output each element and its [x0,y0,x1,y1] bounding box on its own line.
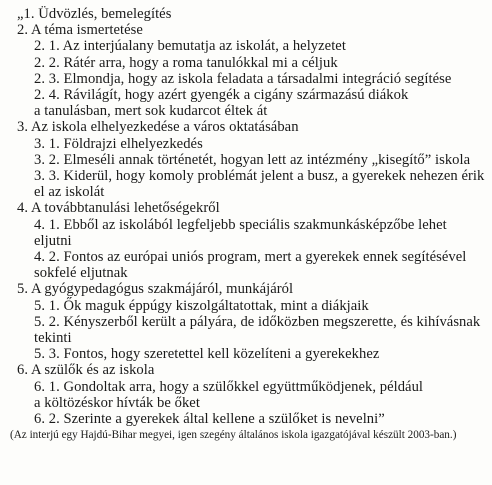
source-footnote: (Az interjú egy Hajdú-Bihar megyei, igen szegény általános iskola igazgatójával készült 2003-ban.) [10,429,457,442]
list-item: 2. 1. Az interjúalany bemutatja az iskolát, a helyzetet [34,38,346,55]
list-item: 5. 1. Ők maguk éppúgy kiszolgáltatottak, mint a diákjaik [34,297,369,314]
section-title: 2. A téma ismertetése [17,22,143,39]
list-item: 4. 1. Ebből az iskolából legfeljebb speciális szakmunkásképzőbe lehet [34,216,447,233]
list-item-continuation: el az iskolát [34,184,105,201]
list-item-continuation: a tanulásban, mert sok kudarcot éltek át [34,103,268,120]
section-title: 6. A szülők és az iskola [17,362,155,379]
list-item-continuation: eljutni [34,232,72,249]
list-item: 5. 2. Kényszerből került a pályára, de időközben megszerette, és kihívásnak [34,313,481,330]
list-item: 5. 3. Fontos, hogy szeretettel kell közelíteni a gyerekekhez [34,346,380,363]
list-item-continuation: a költözéskor hívták be őket [34,394,200,411]
list-item-continuation: tekinti [34,330,72,347]
list-item: 3. 2. Elmeséli annak történetét, hogyan lett az intézmény „kisegítő” iskola [34,151,471,168]
list-item: 4. 2. Fontos az európai uniós program, mert a gyerekek ennek segítésével [34,249,467,266]
list-item: 2. 4. Rávilágít, hogy azért gyengék a cigány származású diákok [34,87,409,104]
list-item: 3. 1. Földrajzi elhelyezkedés [34,135,203,152]
section-title: „1. Üdvözlés, bemelegítés [17,6,172,22]
list-item: 2. 3. Elmondja, hogy az iskola feladata a társadalmi integráció segítése [34,70,452,87]
list-item: 2. 2. Rátér arra, hogy a roma tanulókkal mi a céljuk [34,54,338,71]
section-title: 5. A gyógypedagógus szakmájáról, munkájáról [17,281,294,298]
list-item: 6. 2. Szerinte a gyerekek által kellene a szülőket is nevelni” [34,411,385,428]
section-title: 3. Az iskola elhelyezkedése a város oktatásában [17,119,299,136]
list-item: 3. 3. Kiderül, hogy komoly problémát jelent a busz, a gyerekek nehezen érik [34,168,485,185]
list-item-continuation: sokfelé eljutnak [34,265,128,282]
list-item: 6. 1. Gondoltak arra, hogy a szülőkkel együttműködjenek, például [34,378,424,395]
section-title: 4. A továbbtanulási lehetőségekről [17,200,220,217]
